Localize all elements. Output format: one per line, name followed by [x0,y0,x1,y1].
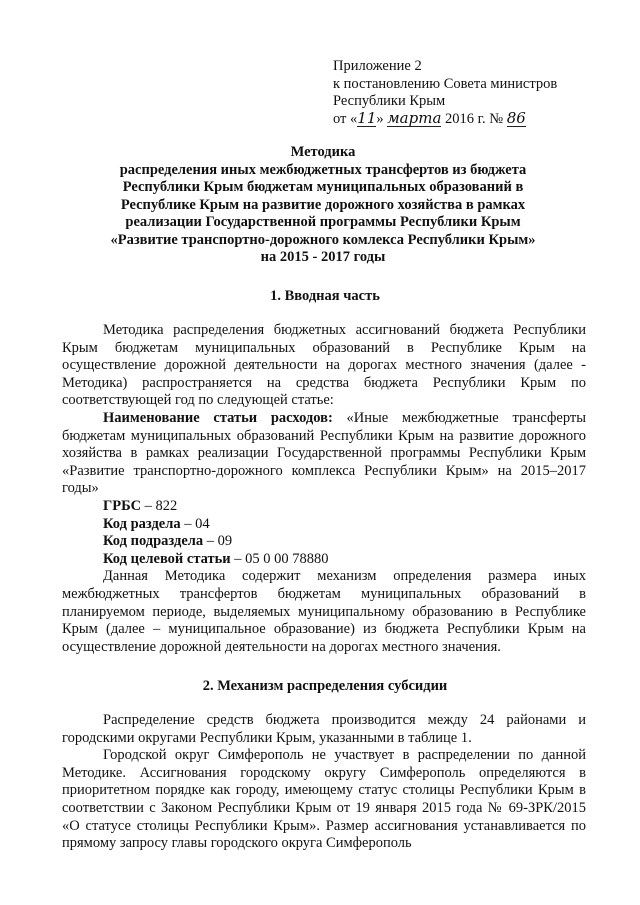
section-2-body [62,712,586,853]
appendix-header [333,58,623,128]
section-2-paragraph-2: Городской округ Симферополь не участвует в распределении по данной Методике. Ассигнования городскому округу Симферополь определяются в приоритетном порядке как городу, имеющему статус столицы Республики Крым в соответствии с Законом Республики Крым от 19 января 2015 года № 69-ЗРК/2015 «О статусе столицы Республики Крым». Размер ассигнования устанавливается по прямому запросу главы городского округа Симферополь [62,747,586,852]
expense-text: «Иные межбюджетные трансферты бюджетам муниципальных образований Республики Крым на развитие дорожного хозяйства в рамках реализации Государственной программы Республики Крым «Развитие транспортно-дорожного комплекса Республики Крым» на 2015–2017 годы» [62,409,586,497]
handwritten-day: 11 [357,108,377,127]
date-prefix: от « [333,110,358,127]
section-1-body [62,322,586,656]
section-1-paragraph-2: Данная Методика содержит механизм определения размера иных межбюджетных трансфертов бюджетам муниципальных образований в планируемом периоде, выделяемых муниципальному образованию в Республике Крым (далее – муниципальное образование) из бюджета Республики Крым на осуществление дорожной деятельности на дорогах местного значения. [62,568,586,655]
section-2-paragraph-1: Распределение средств бюджета производится между 24 районами и городскими округами Республики Крым, указанными в таблице 1. [62,712,586,746]
handwritten-month: марта [387,108,442,127]
document-title [60,144,586,267]
title-line-2: распределения иных межбюджетных трансфертов из бюджета [119,161,527,178]
target-code-value: – 05 0 00 78880 [230,550,329,567]
title-line-4: Республике Крым на развитие дорожного хозяйства в рамках [120,196,526,213]
section-2-heading: 2. Механизм распределения субсидии [202,678,448,694]
section-1-paragraph-1: Методика распределения бюджетных ассигнований бюджета Республики Крым бюджетам муниципальных образований в Республике Крым на осуществление дорожной деятельности на дорогах местного значения (далее - Методика) распространяется на средства бюджета Республики Крым по соответствующей год по следующей статье: [62,322,586,409]
title-line-1: Методика [290,144,356,160]
target-code-label: Код целевой статьи [103,550,231,567]
expense-item-paragraph [62,410,586,498]
appendix-line-1: Приложение 2 [333,58,422,74]
subsection-code-line [62,533,586,551]
date-mid: » [376,110,388,127]
handwritten-number: 86 [506,108,526,127]
section-1-heading: 1. Вводная часть [270,288,380,304]
grbs-value: – 822 [141,497,178,514]
title-line-5: реализации Государственной программы Республики Крым [125,214,521,230]
appendix-line-3: Республики Крым [333,93,446,109]
target-code-line [62,551,586,569]
section-code-value: – 04 [180,515,210,532]
appendix-line-2: к постановлению Совета министров [333,75,558,92]
subsection-code-label: Код подраздела [103,533,204,550]
subsection-code-value: – 09 [203,533,233,550]
expense-label: Наименование статьи расходов: [103,409,333,426]
title-line-6: «Развитие транспортно-дорожного комлекса Республики Крым» [110,231,536,248]
date-year: 2016 г. № [441,110,507,127]
title-line-3: Республики Крым бюджетам муниципальных образований в [122,179,524,195]
grbs-label: ГРБС [103,497,142,514]
section-code-line [62,516,586,534]
section-code-label: Код раздела [103,515,181,532]
appendix-date-line [333,108,623,129]
grbs-line [62,498,586,516]
title-line-7: на 2015 - 2017 годы [260,249,386,265]
